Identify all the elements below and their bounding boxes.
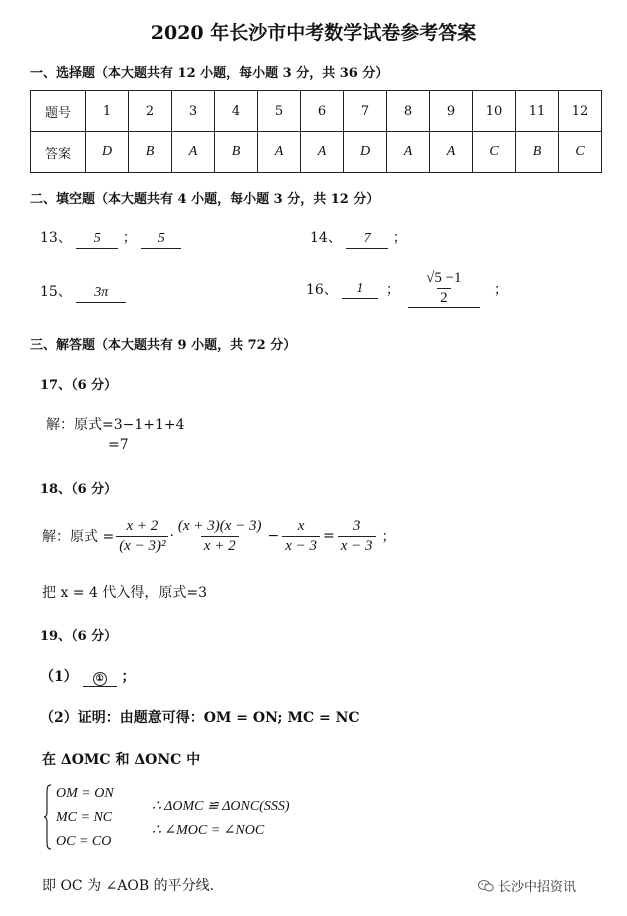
section3-heading: 三、解答题（本大题共有 9 小题，共 72 分） [30, 338, 297, 353]
answer-row [31, 132, 602, 173]
system-brace [44, 784, 52, 850]
answer-cell: A [301, 132, 344, 173]
system-eq3: OC = CO [56, 834, 112, 849]
q18-frac2-den: x + 2 [201, 536, 239, 555]
congruence-conclusion: ∴ ΔOMC ≌ ΔONC(SSS) [152, 799, 290, 814]
q16 [306, 266, 508, 312]
wechat-icon [478, 879, 494, 893]
question-number-cell: 9 [430, 91, 473, 132]
section2-heading: 二、填空题（本大题共有 4 小题，每小题 3 分，共 12 分） [30, 192, 380, 207]
question-number-cell: 10 [473, 91, 516, 132]
q18-label: 18、（6 分） [40, 482, 118, 497]
q18-frac3-den: x − 3 [282, 536, 320, 555]
q19-part1 [40, 666, 136, 687]
angle-conclusion: ∴ ∠MOC = ∠NOC [152, 823, 265, 838]
q18-frac2-num: (x + 3)(x − 3) [177, 517, 262, 534]
q15-label: 15、 [40, 284, 72, 300]
q16-num: √5 −1 [426, 270, 462, 286]
q14-answer: 7 [346, 230, 388, 249]
q14-label: 14、 [310, 230, 342, 246]
q18-frac3 [282, 518, 320, 555]
q18-substitution: 把 x = 4 代入得，原式=3 [42, 585, 207, 601]
question-number-cell: 1 [86, 91, 129, 132]
q19-part1-semi: ； [121, 669, 136, 685]
q16-den: 2 [437, 288, 451, 307]
page-title: 2020 年长沙市中考数学试卷参考答案 [150, 22, 477, 44]
q19-final: 即 OC 为 ∠AOB 的平分线. [42, 878, 215, 894]
answer-cell: D [86, 132, 129, 173]
q13-label: 13、 [40, 230, 72, 246]
q13-answer-a: 5 [76, 230, 118, 249]
question-number-cell: 6 [301, 91, 344, 132]
question-number-cell: 11 [516, 91, 559, 132]
system-eq1: OM = ON [56, 786, 114, 801]
answer-cell: A [430, 132, 473, 173]
question-number-cell: 4 [215, 91, 258, 132]
q18-frac4 [338, 518, 376, 555]
answer-cell: D [344, 132, 387, 173]
answer-cell: C [559, 132, 602, 173]
q18-frac1-num: x + 2 [126, 517, 159, 534]
question-number-cell: 12 [559, 91, 602, 132]
row-label-number: 题号 [31, 91, 86, 132]
q19-part2: （2）证明：由题意可得：OM = ON; MC = NC [40, 710, 360, 726]
watermark-text: 长沙中招资讯 [498, 880, 577, 895]
q16-sep: ； [385, 282, 400, 298]
answer-cell: B [516, 132, 559, 173]
section1-heading: 一、选择题（本大题共有 12 小题，每小题 3 分，共 36 分） [30, 66, 389, 81]
question-number-cell: 5 [258, 91, 301, 132]
q19-part1-answer: ① [93, 672, 107, 686]
system-eq2: MC = NC [56, 810, 113, 825]
q15 [40, 281, 126, 303]
q19-part1-label: （1） [40, 669, 78, 685]
answer-cell: C [473, 132, 516, 173]
row-label-answer: 答案 [31, 132, 86, 173]
q14-semi: ； [392, 230, 407, 246]
q18-semi: ； [381, 529, 396, 545]
q13 [40, 227, 181, 249]
watermark [478, 876, 576, 895]
number-row [31, 91, 602, 132]
q18-frac4-den: x − 3 [338, 536, 376, 555]
q18-frac1-den: (x − 3)² [116, 536, 168, 555]
q17-label: 17、（6 分） [40, 378, 118, 393]
q18-prefix: 解：原式 = [42, 529, 115, 545]
question-number-cell: 7 [344, 91, 387, 132]
q16-semi: ； [493, 282, 508, 298]
q18-frac1 [116, 518, 168, 555]
answer-cell: A [258, 132, 301, 173]
question-number-cell: 2 [129, 91, 172, 132]
answer-cell: B [215, 132, 258, 173]
answer-cell: A [387, 132, 430, 173]
q18-expression: 解：原式 = $\frac{x + 2}{\text{(x − 3)²}}$ · $\frac{(x + 3)(x - 3)}{x + 2}$ − $\frac{x}{x - 3}$ = $\frac{3}{x - 3}$ ； [42, 517, 396, 554]
q16-answer-a: 1 [342, 280, 378, 299]
q14 [310, 227, 407, 249]
question-number-cell: 3 [172, 91, 215, 132]
q19-label: 19、（6 分） [40, 629, 118, 644]
q19-in-triangles: 在 ΔOMC 和 ΔONC 中 [42, 752, 201, 768]
q16-label: 16、 [306, 282, 338, 298]
answer-cell: A [172, 132, 215, 173]
q15-answer: 3π [76, 284, 126, 303]
q17-line2: =7 [108, 437, 129, 453]
answer-table [30, 90, 602, 173]
question-number-cell: 8 [387, 91, 430, 132]
answer-cell: B [129, 132, 172, 173]
q18-frac2 [175, 518, 265, 555]
q17-line1: 解：原式=3−1+1+4 [46, 417, 185, 433]
q16-answer-b [408, 270, 480, 308]
q13-answer-b: 5 [141, 230, 181, 249]
q18-frac3-num: x [297, 517, 305, 534]
q13-sep: ； [122, 230, 137, 246]
q18-frac4-num: 3 [352, 517, 361, 534]
